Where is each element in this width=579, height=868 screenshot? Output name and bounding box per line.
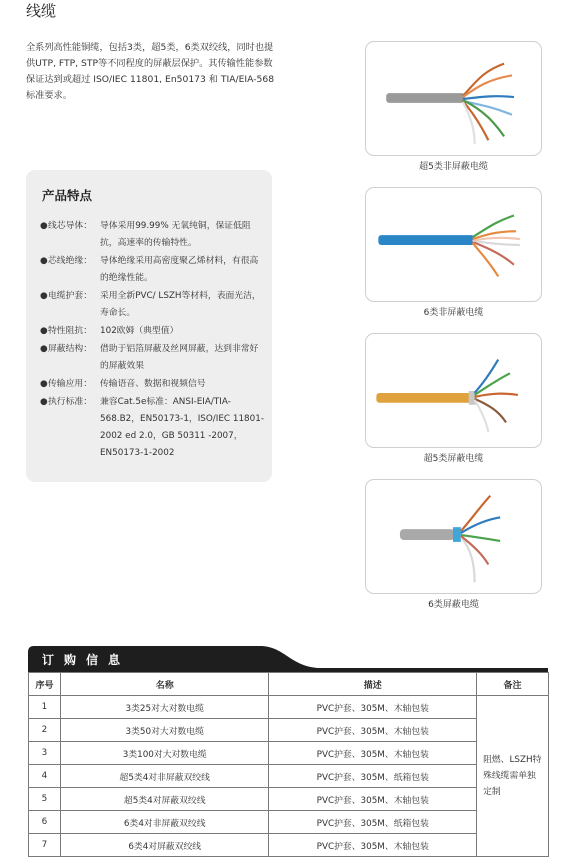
table-row bbox=[29, 811, 549, 834]
cable-image bbox=[365, 41, 542, 156]
feature-item: ● 线芯导体： 导体采用99.99% 无氧纯铜，保证低阻抗，高速率的传输特性。 bbox=[40, 218, 265, 252]
header-name: 名称 bbox=[60, 673, 269, 696]
product-caption: 6类屏蔽电缆 bbox=[428, 600, 479, 610]
row-desc: PVC护套、305M、木轴包装 bbox=[269, 696, 477, 719]
features-list bbox=[40, 218, 265, 463]
product-caption: 6类非屏蔽电缆 bbox=[423, 308, 484, 318]
row-no: 5 bbox=[29, 788, 61, 811]
feature-item: ● 传输应用： 传输语音、数据和视频信号 bbox=[40, 376, 265, 393]
header-desc: 描述 bbox=[269, 673, 477, 696]
row-desc: PVC护套、305M、木轴包装 bbox=[269, 788, 477, 811]
row-desc: PVC护套、305M、纸箱包装 bbox=[269, 765, 477, 788]
shield-band bbox=[453, 527, 461, 542]
order-table bbox=[28, 672, 549, 857]
row-no: 2 bbox=[29, 719, 61, 742]
table-header-row bbox=[29, 673, 549, 696]
row-no: 3 bbox=[29, 742, 61, 765]
features-panel bbox=[26, 170, 272, 482]
row-name: 超5类4对屏蔽双绞线 bbox=[60, 788, 269, 811]
order-section-header bbox=[28, 646, 548, 672]
header-no: 序号 bbox=[29, 673, 61, 696]
cable-jacket bbox=[376, 393, 472, 403]
cable-jacket bbox=[378, 235, 474, 245]
feature-item: ● 执行标准： 兼容Cat.5e标准：ANSI-EIA/TIA-568.B2，EN50173-1，ISO/IEC 11801-2002 ed 2.0，GB 50311 -2007，EN50173-1-2002 bbox=[40, 394, 265, 462]
feature-item: ● 屏蔽结构： 借助于铝箔屏蔽及丝网屏蔽，达到非常好的屏蔽效果 bbox=[40, 341, 265, 375]
row-name: 3类25对大对数电缆 bbox=[60, 696, 269, 719]
row-name: 6类4对屏蔽双绞线 bbox=[60, 834, 269, 857]
table-row bbox=[29, 788, 549, 811]
row-remark: 阻燃、LSZH特殊线缆需单独定制 bbox=[477, 696, 549, 857]
order-title: 订购信息 bbox=[42, 653, 131, 667]
product-card-cat6-stp bbox=[365, 479, 542, 610]
row-desc: PVC护套、305M、纸箱包装 bbox=[269, 811, 477, 834]
cable-image bbox=[365, 187, 542, 302]
feature-item: ● 电缆护套： 采用全新PVC/ LSZH等材料，表面光洁，寿命长。 bbox=[40, 288, 265, 322]
row-name: 6类4对非屏蔽双绞线 bbox=[60, 811, 269, 834]
cable-jacket bbox=[400, 529, 455, 540]
cable-image bbox=[365, 333, 542, 448]
feature-desc: 导体绝缘采用高密度聚乙烯材料，有很高的绝缘性能。 bbox=[100, 256, 259, 283]
product-card-cat5e-utp bbox=[365, 41, 542, 172]
row-desc: PVC护套、305M、木轴包装 bbox=[269, 719, 477, 742]
row-name: 3类50对大对数电缆 bbox=[60, 719, 269, 742]
table-row bbox=[29, 834, 549, 857]
feature-desc: 传输语音、数据和视频信号 bbox=[100, 379, 206, 389]
wire-pairs bbox=[463, 64, 514, 145]
row-no: 1 bbox=[29, 696, 61, 719]
product-card-cat5e-stp bbox=[365, 333, 542, 464]
feature-name: 执行标准： bbox=[48, 397, 92, 407]
feature-name: 芯线绝缘： bbox=[48, 256, 92, 266]
feature-name: 屏蔽结构： bbox=[48, 344, 92, 354]
feature-name: 特性阻抗： bbox=[48, 326, 92, 336]
feature-desc: 兼容Cat.5e标准：ANSI-EIA/TIA-568.B2，EN50173-1，ISO/IEC 11801-2002 ed 2.0，GB 50311 -2007，EN50173-1-2002 bbox=[100, 397, 265, 458]
feature-name: 电缆护套： bbox=[48, 291, 92, 301]
feature-name: 传输应用： bbox=[48, 379, 92, 389]
cable-jacket bbox=[386, 93, 465, 103]
wire-pairs bbox=[475, 360, 518, 433]
feature-desc: 导体采用99.99% 无氧纯铜，保证低阻抗，高速率的传输特性。 bbox=[100, 221, 251, 248]
header-remark: 备注 bbox=[477, 673, 549, 696]
row-name: 超5类4对非屏蔽双绞线 bbox=[60, 765, 269, 788]
feature-desc: 采用全新PVC/ LSZH等材料，表面光洁，寿命长。 bbox=[100, 291, 261, 318]
feature-desc: 102欧姆（典型值） bbox=[100, 326, 179, 336]
table-row bbox=[29, 719, 549, 742]
feature-desc: 借助于铝箔屏蔽及丝网屏蔽，达到非常好的屏蔽效果 bbox=[100, 344, 259, 371]
product-caption: 超5类屏蔽电缆 bbox=[423, 454, 484, 464]
row-desc: PVC护套、305M、木轴包装 bbox=[269, 834, 477, 857]
row-no: 6 bbox=[29, 811, 61, 834]
table-row bbox=[29, 742, 549, 765]
wire-pairs bbox=[473, 216, 520, 277]
row-no: 4 bbox=[29, 765, 61, 788]
feature-item: ● 特性阻抗： 102欧姆（典型值） bbox=[40, 323, 265, 340]
row-name: 3类100对大对数电缆 bbox=[60, 742, 269, 765]
row-no: 7 bbox=[29, 834, 61, 857]
table-row bbox=[29, 696, 549, 719]
feature-name: 线芯导体： bbox=[48, 221, 92, 231]
intro-text: 全系列高性能铜缆，包括3类，超5类，6类双绞线，同时也提供UTP, FTP, STP等不同程度的屏蔽层保护。其传输性能参数保证达到或超过 ISO/IEC 11801, En50173 和 TIA/EIA-568标准要求。 bbox=[26, 42, 275, 101]
page-title: 线缆 bbox=[26, 2, 57, 20]
feature-item: ● 芯线绝缘： 导体绝缘采用高密度聚乙烯材料，有很高的绝缘性能。 bbox=[40, 253, 265, 287]
cable-image bbox=[365, 479, 542, 594]
product-caption: 超5类非屏蔽电缆 bbox=[419, 162, 488, 172]
table-row bbox=[29, 765, 549, 788]
row-desc: PVC护套、305M、木轴包装 bbox=[269, 742, 477, 765]
wire-pairs bbox=[461, 496, 500, 582]
product-card-cat6-utp bbox=[365, 187, 542, 318]
features-title: 产品特点 bbox=[42, 188, 93, 203]
